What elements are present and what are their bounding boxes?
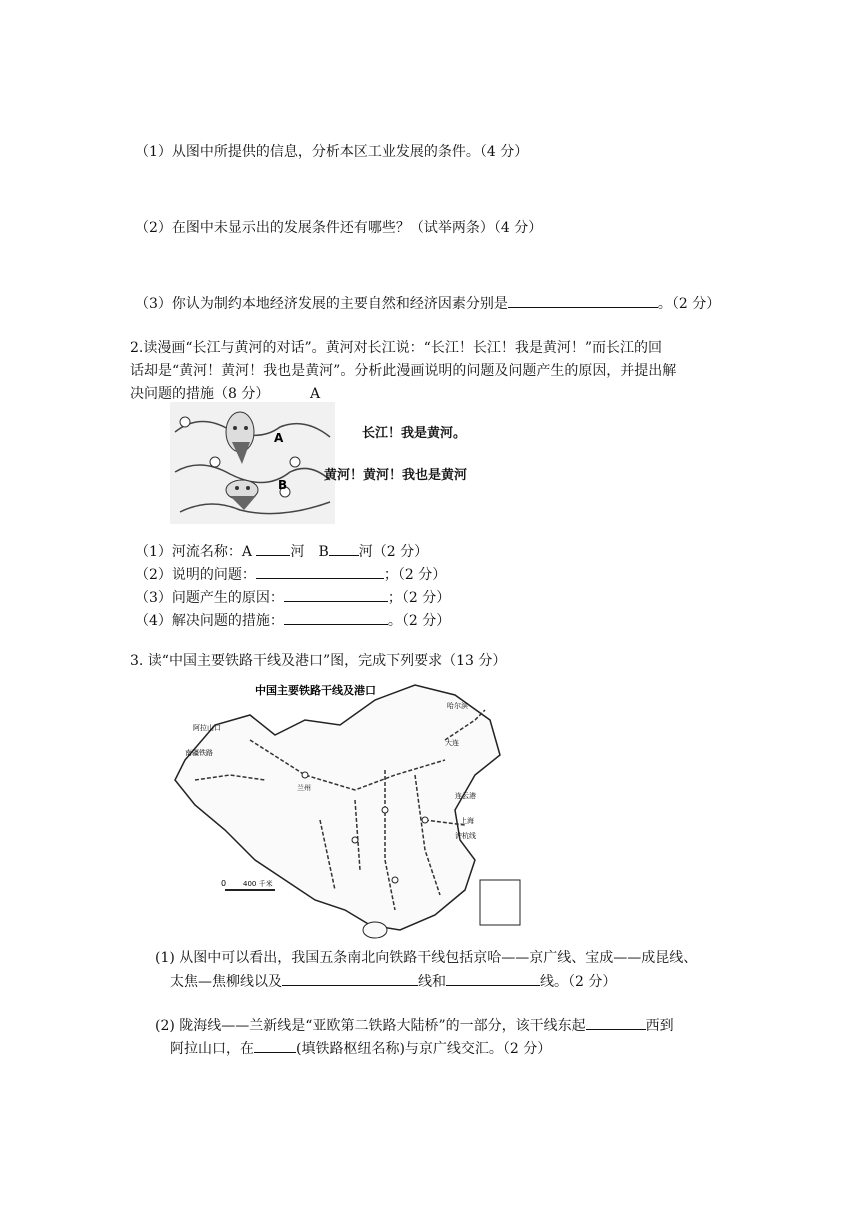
q2-sub1-prefix: （1）河流名称：A <box>135 544 257 560</box>
map-label-hangyong: 沪杭线 <box>455 832 476 840</box>
map-label-alashankou: 阿拉山口 <box>193 724 221 732</box>
cartoon-speech-changjiang: 黄河！黄河！我也是黄河 <box>324 468 468 483</box>
q3-p2-text-c: 阿拉山口，在 <box>170 1041 254 1057</box>
q2-sub3-suffix: ；（2 分） <box>387 590 451 606</box>
q1-sub2: （2）在图中未显示出的发展条件还有哪些？（试举两条）（4 分） <box>135 220 543 236</box>
answer-blank[interactable] <box>446 971 540 986</box>
q1-sub3-text: （3）你认为制约本地经济发展的主要自然和经济因素分别是 <box>135 296 508 312</box>
q1-sub1: （1）从图中所提供的信息，分析本区工业发展的条件。（4 分） <box>135 144 529 160</box>
q3-p1-text-c: 线。（2 分） <box>540 974 617 990</box>
map-label-nanjiang: 南疆铁路 <box>185 749 213 757</box>
q2-sub3-prefix: （3）问题产生的原因： <box>135 590 284 606</box>
answer-blank[interactable] <box>284 610 388 625</box>
q1-sub3 <box>135 293 720 314</box>
cartoon-label-b: B <box>278 478 288 492</box>
answer-blank[interactable] <box>256 541 290 556</box>
map-title: 中国主要铁路干线及港口 <box>255 684 376 697</box>
map-label-lianyungang: 连云港 <box>455 792 476 800</box>
q2-sub3 <box>135 587 450 608</box>
q1-sub3-suffix: 。（2 分） <box>657 296 721 312</box>
map-label-shanghai: 上海 <box>460 817 474 825</box>
q2-sub1-mid: 河 B <box>290 544 329 560</box>
q2-sub1-suffix: 河（2 分） <box>358 544 429 560</box>
q3-p2-line1 <box>155 1015 674 1036</box>
cartoon-label-a: A <box>274 431 284 445</box>
china-railway-map <box>155 680 540 942</box>
q3-p1-line2 <box>170 971 616 992</box>
q2-text-line3: 决问题的措施（8 分） <box>130 386 270 402</box>
answer-blank[interactable] <box>256 564 384 579</box>
q2-text-line1: 2.读漫画“长江与黄河的对话”。黄河对长江说：“长江！长江！我是黄河！”而长江的回 <box>130 340 662 356</box>
q3-p1-text-b: 线和 <box>418 974 446 990</box>
q2-label-a: A <box>310 386 321 402</box>
cartoon-speech-huanghe: 长江！我是黄河。 <box>362 426 467 441</box>
q3-p1-line1: (1) 从图中可以看出，我国五条南北向铁路干线包括京哈——京广线、宝成——成昆线、 <box>155 950 698 966</box>
answer-blank[interactable] <box>586 1015 646 1030</box>
q3-p2-text-b: 西到 <box>645 1018 674 1034</box>
q3-title: 3. 读“中国主要铁路干线及港口”图，完成下列要求（13 分） <box>130 653 507 669</box>
map-label-dalian: 大连 <box>445 739 459 747</box>
answer-blank[interactable] <box>282 971 418 986</box>
q2-text-line2: 话却是“黄河！黄河！我也是黄河”。分析此漫画说明的问题及问题产生的原因，并提出解 <box>130 363 677 379</box>
q2-sub2-suffix: ；（2 分） <box>383 567 447 583</box>
q2-sub4 <box>135 610 450 631</box>
q3-p1-text-a: 太焦—焦柳线以及 <box>170 974 282 990</box>
q2-sub4-suffix: 。（2 分） <box>387 613 451 629</box>
answer-blank[interactable] <box>254 1038 296 1053</box>
answer-blank[interactable] <box>508 293 658 308</box>
river-cartoon <box>170 402 335 524</box>
q2-sub4-prefix: （4）解决问题的措施： <box>135 613 284 629</box>
map-label-lanzhou: 兰州 <box>297 784 311 792</box>
q3-p2-line2 <box>170 1038 551 1059</box>
answer-blank[interactable] <box>329 541 359 556</box>
q2-sub2-prefix: （2）说明的问题： <box>135 567 256 583</box>
q3-p2-text-a: (2) 陇海线——兰新线是“亚欧第二铁路大陆桥”的一部分，该干线东起 <box>155 1018 586 1034</box>
q2-sub1 <box>135 541 428 562</box>
map-scale-label: 400 千米 <box>243 880 273 888</box>
q2-sub2 <box>135 564 446 585</box>
q3-p2-text-d: (填铁路枢纽名称)与京广线交汇。（2 分） <box>296 1041 552 1057</box>
map-scale-zero: 0 <box>221 879 227 888</box>
answer-blank[interactable] <box>284 587 388 602</box>
map-label-harbin: 哈尔滨 <box>447 702 468 710</box>
